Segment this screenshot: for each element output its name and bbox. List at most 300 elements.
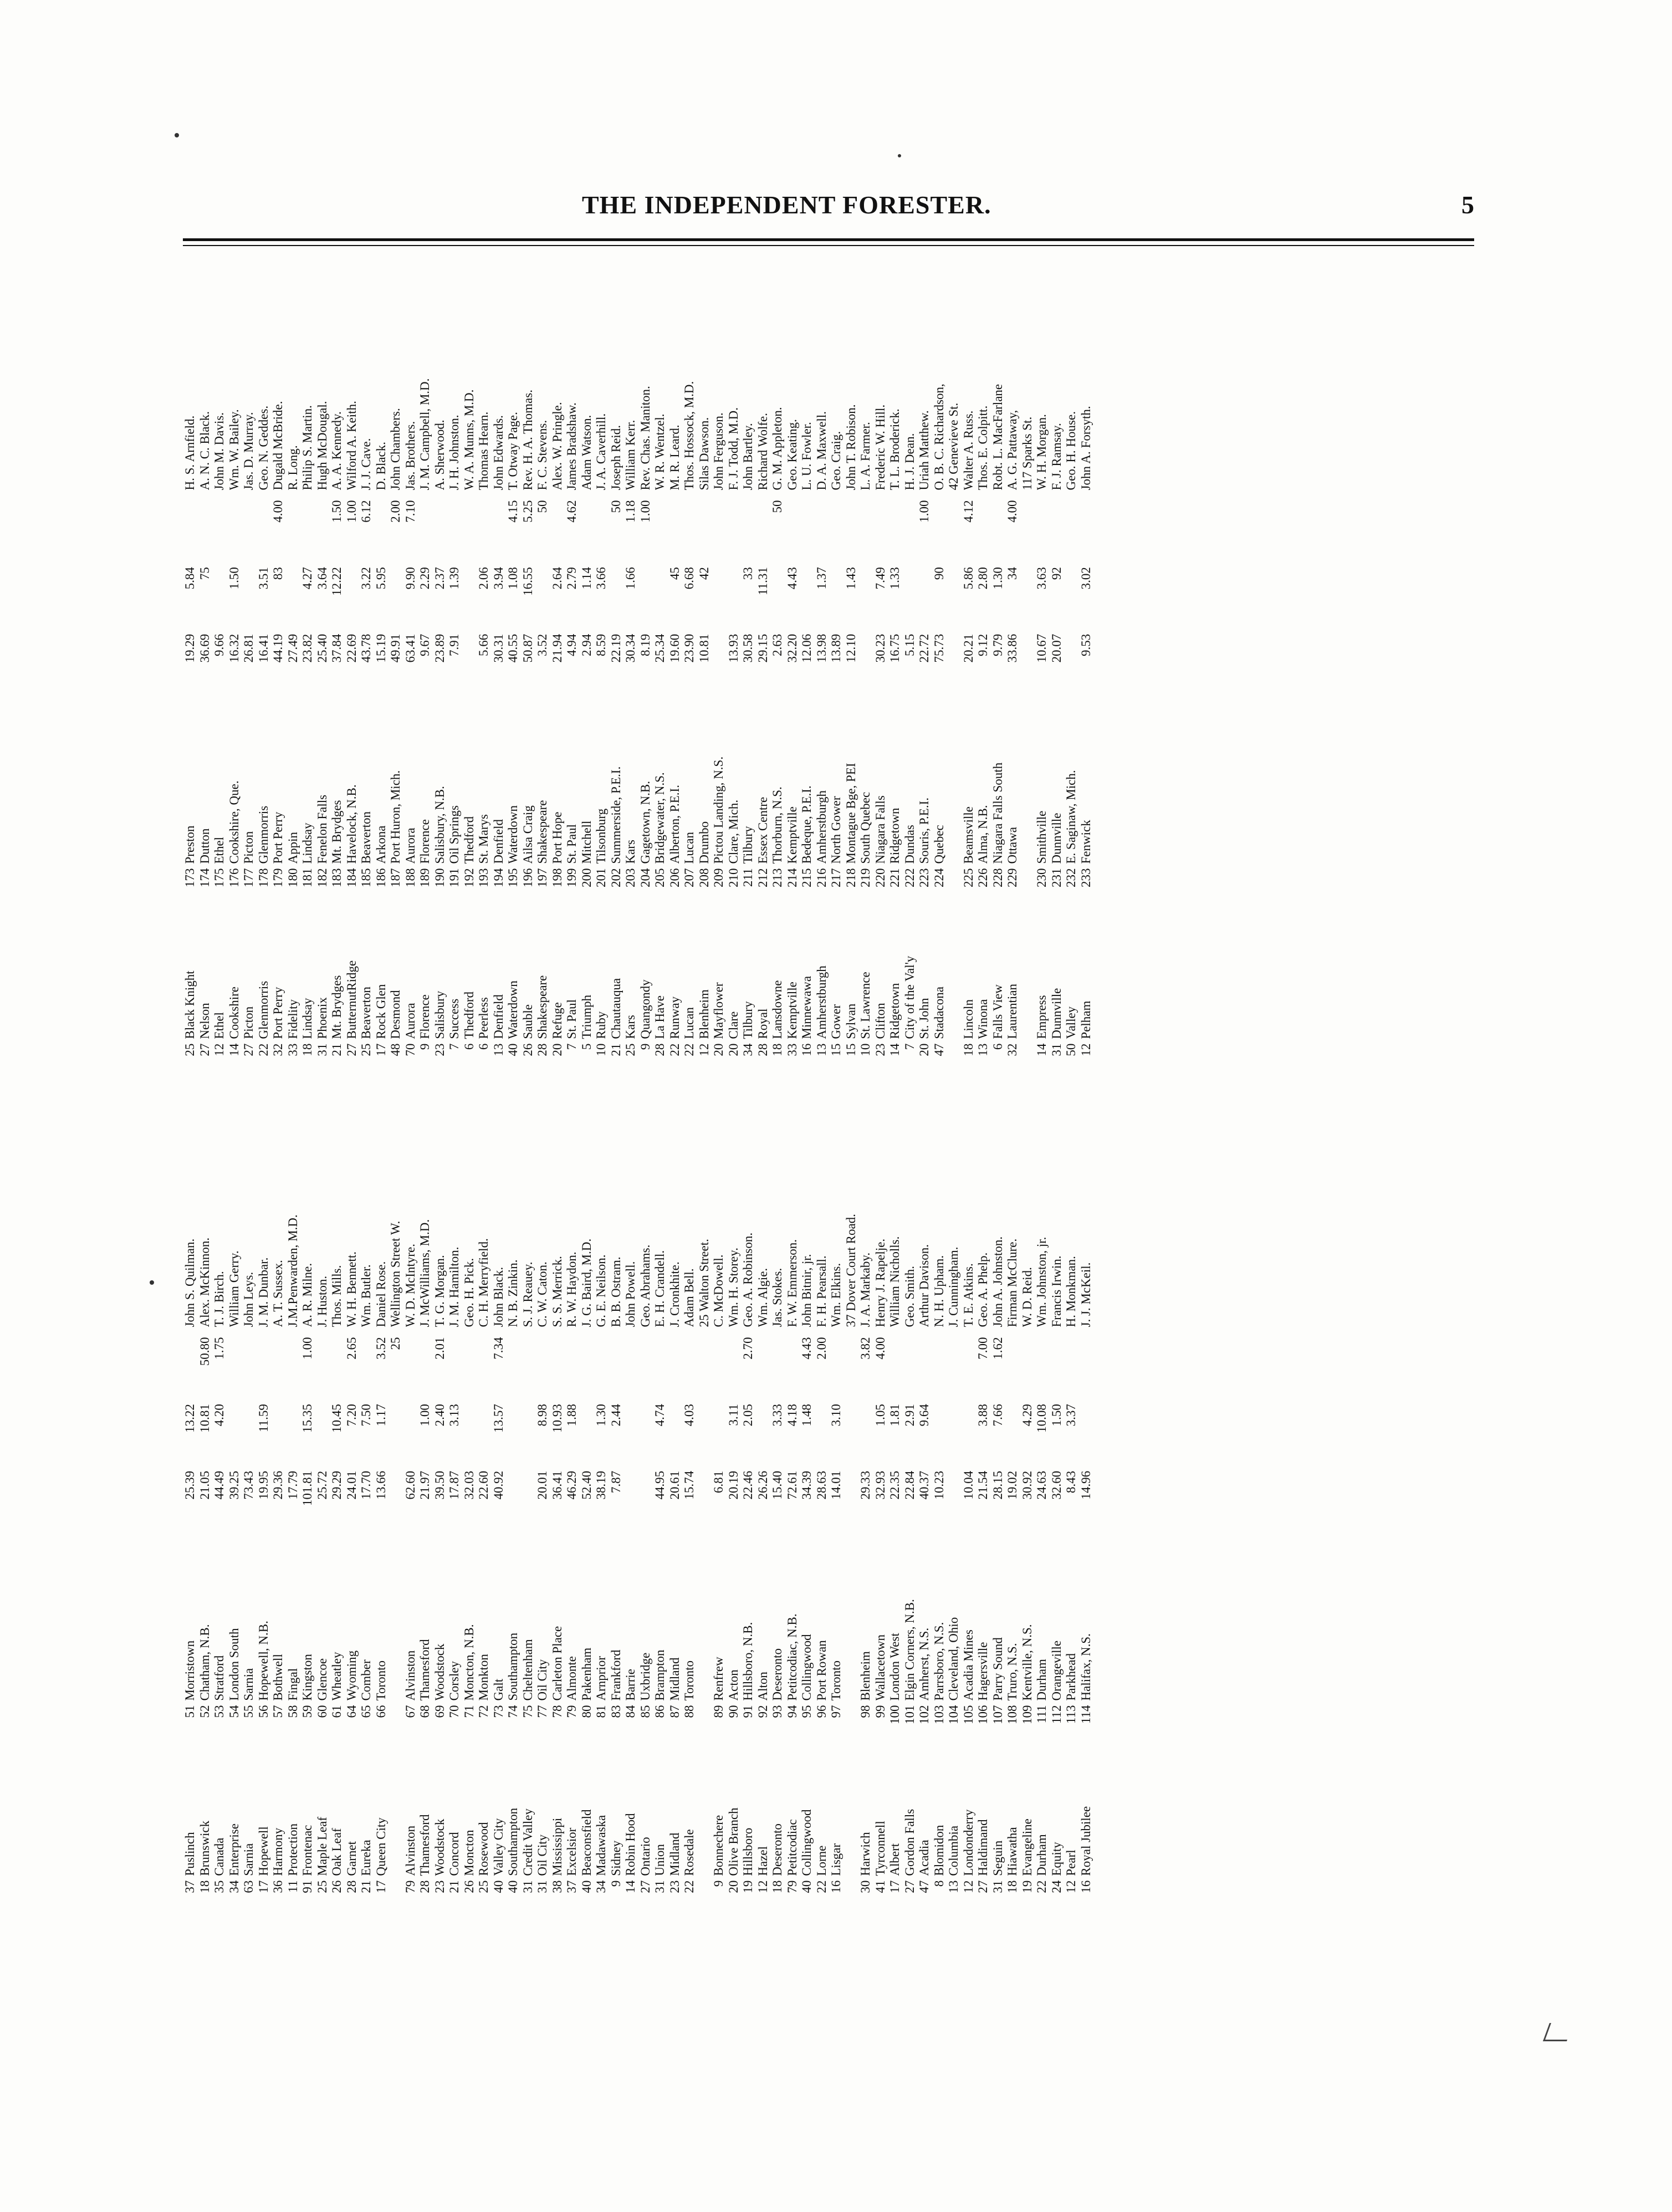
secretary-name: A. R. Milne. (300, 1263, 314, 1327)
amount-2: 42 (697, 567, 711, 580)
amount-1: 10.81 (697, 634, 711, 663)
amount-1: 24.63 (1035, 1470, 1049, 1500)
amount-2: 90 (932, 567, 946, 580)
lodge-name: Collingwood (800, 1809, 814, 1876)
court-number: 100 (888, 1705, 902, 1724)
table-row (492, 249, 507, 1070)
amount-1: 9.67 (418, 634, 432, 656)
lodge-name: Brunswick (197, 1820, 212, 1876)
amount-1: 9.53 (1078, 634, 1093, 656)
lodge-name: Triumph (579, 994, 594, 1039)
court-location: Petitcodiac, N.B. (785, 1613, 799, 1701)
amount-2: 4.27 (300, 567, 314, 590)
court-location: Thedford (462, 816, 476, 864)
lodge-number: 70 (403, 1043, 417, 1056)
court-location: Ridgetown (888, 808, 902, 864)
lodge-name: Lorne (814, 1845, 829, 1876)
amount-2: 33 (741, 567, 755, 580)
secretary-name: Adam Watson. (579, 415, 594, 491)
secretary-name: John Black. (491, 1266, 505, 1327)
lodge-name: Gower (829, 1004, 843, 1039)
amount-3: 5.25 (520, 500, 535, 523)
secretary-name: Thomas Hearn. (477, 411, 490, 491)
amount-3: 7.10 (403, 500, 417, 523)
lodge-number: 23 (432, 1880, 447, 1893)
table-left-half (183, 1086, 1474, 1907)
court-number: 71 (462, 1705, 476, 1718)
amount-1: 23.89 (432, 634, 447, 663)
amount-1: 36.41 (550, 1470, 564, 1500)
court-location: Aurora (403, 827, 417, 864)
lodge-number: 79 (785, 1880, 799, 1893)
amount-1: 32.20 (785, 634, 799, 663)
lodge-name: Shakespeare (535, 975, 549, 1039)
amount-1: 72.61 (785, 1470, 799, 1500)
court-location: Alton (755, 1672, 770, 1701)
court-location: Orangeville (1049, 1640, 1063, 1701)
lodge-name: Ruby (594, 1011, 608, 1039)
court-number: 80 (579, 1705, 594, 1718)
lodge-name: ButternutRidge (344, 960, 359, 1039)
lodge-name: Haldimand (976, 1819, 990, 1876)
secretary-name: Dugald McBride. (271, 401, 285, 491)
amount-1: 34.39 (800, 1470, 814, 1500)
amount-1: 75.73 (932, 634, 946, 663)
secretary-name: F. C. Stevens. (535, 420, 549, 491)
court-number: 87 (667, 1705, 682, 1718)
secretary-name: Jas. Stokes. (770, 1268, 784, 1327)
court-number: 180 (285, 868, 300, 887)
court-location: St. Marys (477, 814, 490, 864)
court-location: Arnprior (594, 1656, 608, 1701)
amount-1: 10.23 (932, 1470, 946, 1500)
court-location: Durham (1035, 1659, 1049, 1701)
court-number: 197 (535, 868, 549, 887)
amount-1: 52.40 (579, 1470, 594, 1500)
lodge-number: 22 (256, 1043, 270, 1056)
court-location: Blenheim (858, 1651, 872, 1701)
amount-2: 3.94 (491, 567, 505, 590)
court-location: Kentville, N.S. (1020, 1624, 1034, 1701)
amount-2: 1.50 (1049, 1404, 1063, 1427)
amount-2: 11.31 (755, 567, 770, 596)
lodge-number: 27 (344, 1043, 359, 1056)
table-row (212, 249, 227, 1070)
table-row (815, 1086, 830, 1907)
lodge-number: 13 (947, 1880, 960, 1893)
table-row (462, 1086, 477, 1907)
lodge-name: City of the Val'y (902, 956, 917, 1039)
lodge-name: Nelson (197, 1003, 212, 1039)
lodge-name: Black Knight (183, 970, 197, 1039)
amount-1: 44.19 (271, 634, 285, 663)
table-row (433, 249, 448, 1070)
table-row (1005, 249, 1020, 1070)
court-number: 200 (579, 868, 594, 887)
secretary-name: Daniel Rose. (374, 1261, 388, 1327)
court-number: 92 (755, 1705, 770, 1718)
table-row (947, 1086, 962, 1907)
table-row (315, 249, 330, 1070)
court-location: Appin (285, 832, 300, 864)
lodge-number: 12 (1078, 1043, 1093, 1056)
court-number: 221 (888, 868, 902, 887)
court-location: Picton (242, 831, 255, 864)
lodge-number: 22 (1035, 1880, 1049, 1893)
lodge-name: Queen City (374, 1817, 388, 1876)
amount-2: 5.84 (183, 567, 197, 590)
court-number: 101 (902, 1705, 917, 1724)
table-row (668, 249, 683, 1070)
lodge-name: Empress (1035, 995, 1049, 1039)
secretary-name: Thos. Mills. (330, 1265, 344, 1327)
lodge-name: Sarnia (242, 1843, 255, 1876)
table-row (1020, 1086, 1035, 1907)
amount-1: 25.39 (183, 1470, 197, 1500)
table-row (330, 1086, 345, 1907)
lodge-name: Beaconsfield (579, 1809, 594, 1876)
court-number: 213 (770, 868, 784, 887)
court-number: 114 (1078, 1705, 1093, 1724)
court-location: Quebec (932, 825, 946, 864)
court-number: 217 (829, 868, 843, 887)
amount-1: 28.15 (990, 1470, 1005, 1500)
lodge-number: 12 (755, 1880, 770, 1893)
lodge-number: 27 (638, 1880, 652, 1893)
amount-2: 83 (271, 567, 285, 580)
amount-1: 13.66 (374, 1470, 388, 1500)
secretary-name: Thos. Hossock, M.D. (682, 381, 696, 491)
court-location: London South (227, 1628, 241, 1701)
court-location: Beaverton (359, 811, 373, 864)
court-number: 66 (374, 1705, 388, 1718)
court-number: 83 (609, 1705, 623, 1718)
lodge-name: Madawaska (594, 1815, 608, 1876)
court-location: Thamesford (418, 1639, 432, 1701)
amount-1: 40.37 (917, 1470, 931, 1500)
court-number: 179 (271, 868, 285, 887)
court-number: 196 (520, 868, 535, 887)
court-number: 78 (550, 1705, 564, 1718)
court-location: Hillsboro, N.B. (741, 1622, 755, 1701)
lodge-name: Acadia (917, 1840, 931, 1876)
lodge-name: Salisbury (432, 990, 447, 1039)
lodge-number: 14 (1035, 1043, 1049, 1056)
secretary-name: Joseph Reid. (609, 425, 623, 491)
lodge-number: 6 (990, 1043, 1005, 1050)
court-location: Toronto (829, 1661, 843, 1701)
secretary-name: Wm. Butler. (359, 1264, 373, 1327)
secretary-name: Wm. H. Storey. (726, 1247, 740, 1327)
secretary-name: Robt. L. MacFarlane (990, 384, 1005, 491)
amount-1: 22.46 (741, 1470, 755, 1500)
secretary-name: 42 Genevieve St. (947, 402, 960, 491)
table-row (388, 1086, 403, 1907)
secretary-name: J. M. Dunbar. (256, 1257, 270, 1327)
lodge-number: 32 (1005, 1043, 1019, 1056)
court-number: 186 (374, 868, 388, 887)
lodge-name: Success (447, 998, 461, 1039)
amount-1: 19.60 (667, 634, 682, 663)
amount-1: 19.29 (183, 634, 197, 663)
court-number: 215 (800, 868, 814, 887)
secretary-name: John T. Robison. (843, 404, 858, 491)
court-number: 93 (770, 1705, 784, 1718)
lodge-number: 14 (227, 1043, 241, 1056)
court-number: 201 (594, 868, 608, 887)
lodge-name: Enterprise (227, 1823, 241, 1876)
secretary-name: Richard Wolfe. (755, 412, 770, 491)
amount-1: 21.05 (197, 1470, 212, 1500)
court-number: 233 (1078, 868, 1093, 887)
table-row (286, 1086, 301, 1907)
court-location: Port Rowan (814, 1640, 829, 1701)
amount-1: 20.19 (726, 1470, 740, 1500)
table-row (1020, 249, 1035, 1070)
lodge-name: Valley City (491, 1818, 505, 1876)
court-location: Waterdown (506, 805, 520, 864)
amount-1: 21.94 (550, 634, 564, 663)
lodge-number: 14 (888, 1043, 902, 1056)
amount-1: 62.60 (403, 1470, 417, 1500)
lodge-name: Tilbury (741, 1001, 755, 1039)
lodge-name: Hillsboro (741, 1827, 755, 1876)
lodge-name: Ontario (638, 1837, 652, 1876)
lodge-name: St. John (917, 998, 931, 1039)
amount-1: 33.86 (1005, 634, 1019, 663)
amount-2: 10.45 (330, 1404, 344, 1433)
court-location: Souris, P.E.I. (917, 798, 931, 864)
lodge-name: Ridgetown (888, 983, 902, 1039)
court-number: 105 (961, 1705, 975, 1724)
court-location: Ottawa (1005, 827, 1019, 864)
lodge-name: Lindsay (300, 998, 314, 1039)
lodge-name: Stadacona (932, 987, 946, 1039)
court-location: Port Hope (550, 811, 564, 864)
amount-3: 2.65 (344, 1337, 359, 1360)
amount-2: 2.64 (550, 567, 564, 590)
lodge-name: Port Perry (271, 987, 285, 1039)
court-location: Morristown (183, 1640, 197, 1701)
lodge-number: 13 (814, 1043, 829, 1056)
court-location: Galt (491, 1678, 505, 1701)
court-location: Acton (726, 1669, 740, 1701)
secretary-name: Adam Bell. (682, 1268, 696, 1327)
table-row (947, 249, 962, 1070)
table-row (257, 1086, 272, 1907)
court-location: Alvinston (403, 1650, 417, 1701)
court-number: 183 (330, 868, 344, 887)
amount-1: 5.15 (902, 634, 917, 656)
table-right-half (183, 249, 1474, 1070)
court-number: 109 (1020, 1705, 1034, 1724)
secretary-name: Geo. Craig. (829, 431, 843, 491)
lodge-name: Maple Leaf (315, 1816, 329, 1876)
amount-3: 7.34 (491, 1337, 505, 1360)
lodge-number: 9 (638, 1043, 652, 1050)
court-number: 191 (447, 868, 461, 887)
rotated-table (183, 249, 1474, 1907)
lodge-name: Pearl (1064, 1850, 1078, 1876)
court-location: Dundas (902, 825, 917, 864)
amount-1: 15.40 (770, 1470, 784, 1500)
table-row (359, 249, 374, 1070)
secretary-name: Wm. Algie. (755, 1268, 770, 1327)
secretary-name: W. H. Bennett. (344, 1251, 359, 1327)
court-location: Moncton, N.B. (462, 1624, 476, 1701)
lodge-number: 7 (447, 1043, 461, 1050)
secretary-name: Wilford A. Keith. (344, 401, 359, 491)
lodge-name: Concord (447, 1832, 461, 1876)
lodge-name: Columbia (947, 1825, 960, 1876)
amount-2: 15.35 (300, 1404, 314, 1433)
secretary-name: D. Black. (374, 441, 388, 491)
lodge-number: 26 (520, 1043, 535, 1056)
court-location: Niagara Falls (873, 795, 887, 864)
lodge-number: 31 (315, 1043, 329, 1056)
amount-1: 17.79 (285, 1470, 300, 1500)
court-location: Ethel (212, 836, 226, 864)
lodge-name: Clifton (873, 1003, 887, 1039)
lodge-number: 41 (873, 1880, 887, 1893)
amount-1: 73.43 (242, 1470, 255, 1500)
amount-3: 1.00 (917, 500, 931, 523)
court-location: Arkona (374, 825, 388, 864)
lodge-number: 16 (800, 1043, 814, 1056)
amount-2: 1.37 (814, 567, 829, 590)
court-location: Kemptville (785, 806, 799, 864)
amount-2: 13.57 (491, 1404, 505, 1433)
table-row (653, 1086, 668, 1907)
secretary-name: Francis Irwin. (1049, 1255, 1063, 1327)
amount-2: 2.37 (432, 567, 447, 590)
secretary-name: B. B. Ostram. (609, 1256, 623, 1327)
secretary-name: T. L. Broderick. (888, 408, 902, 491)
table-row (374, 249, 389, 1070)
amount-2: 1.48 (800, 1404, 814, 1427)
table-row (300, 249, 315, 1070)
court-number: 52 (197, 1705, 212, 1718)
amount-1: 30.23 (873, 634, 887, 663)
table-row (506, 1086, 521, 1907)
lodge-name: Deseronto (770, 1823, 784, 1876)
amount-2: 3.11 (726, 1404, 740, 1426)
secretary-name: F. H. Pearsall. (814, 1255, 829, 1327)
amount-1: 16.32 (227, 634, 241, 663)
amount-2: 4.29 (1020, 1404, 1034, 1427)
court-number: 81 (594, 1705, 608, 1718)
lodge-name: Amherstburgh (814, 965, 829, 1039)
table-row (727, 249, 742, 1070)
court-number: 59 (300, 1705, 314, 1718)
court-number: 104 (947, 1705, 960, 1724)
amount-1: 22.19 (609, 634, 623, 663)
page-title: THE INDEPENDENT FORESTER. (582, 191, 991, 219)
secretary-name: Geo. A. Phelp. (976, 1252, 990, 1327)
secretary-name: S. J. Reauey. (520, 1261, 535, 1327)
amount-1: 15.19 (374, 634, 388, 663)
lodge-name: St. Lawrence (858, 972, 872, 1039)
lodge-number: 22 (682, 1880, 696, 1893)
lodge-name: Hiawatha (1005, 1827, 1019, 1876)
secretary-name: James Bradshaw. (565, 402, 579, 491)
lodge-number: 21 (330, 1043, 344, 1056)
court-number: 56 (256, 1705, 270, 1718)
court-number: 72 (477, 1705, 490, 1718)
amount-1: 20.07 (1049, 634, 1063, 663)
amount-1: 17.70 (359, 1470, 373, 1500)
court-location: Renfrew (712, 1657, 725, 1701)
secretary-name: G. M. Appleton. (770, 407, 784, 491)
table-row (300, 1086, 315, 1907)
lodge-number: 6 (462, 1043, 476, 1050)
amount-1: 25.40 (315, 634, 329, 663)
court-number: 178 (256, 868, 270, 887)
lodge-number: 12 (1064, 1880, 1078, 1893)
secretary-name: John M. Davis. (212, 412, 226, 491)
court-location: Kingston (300, 1654, 314, 1701)
court-number: 64 (344, 1705, 359, 1718)
court-location: Gagetown, N.B. (638, 781, 652, 864)
secretary-name: W. H. Morgan. (1035, 414, 1049, 491)
table-row (991, 249, 1006, 1070)
secretary-name: C. W. Caton. (535, 1261, 549, 1327)
court-number: 212 (755, 868, 770, 887)
lodge-name: Hopewell (256, 1826, 270, 1876)
court-number: 202 (609, 868, 623, 887)
secretary-name: Philip S. Martin. (300, 405, 314, 491)
table-row (697, 1086, 712, 1907)
amount-1: 22.84 (902, 1470, 917, 1500)
table-row (1079, 249, 1094, 1070)
table-row (858, 249, 873, 1070)
amount-1: 3.52 (535, 634, 549, 656)
table-row (991, 1086, 1006, 1907)
lodge-number: 15 (829, 1043, 843, 1056)
amount-2: 13.22 (183, 1404, 197, 1433)
amount-1: 7.91 (447, 634, 461, 656)
amount-2: 1.50 (227, 567, 241, 590)
table-row (903, 249, 918, 1070)
table-row (550, 1086, 565, 1907)
table-row (770, 249, 785, 1070)
lodge-number: 17 (888, 1880, 902, 1893)
court-location: Amherst, N.S. (917, 1627, 931, 1701)
court-location: Denfield (491, 819, 505, 864)
amount-1: 8.59 (594, 634, 608, 656)
court-number: 112 (1049, 1705, 1063, 1724)
court-location: Comber (359, 1659, 373, 1701)
court-number: 188 (403, 868, 417, 887)
amount-2: 6.68 (682, 567, 696, 590)
amount-1: 5.66 (477, 634, 490, 656)
amount-1: 44.95 (653, 1470, 667, 1500)
secretary-name: Jas. D. Murray. (242, 412, 255, 491)
lodge-name: Equity (1049, 1842, 1063, 1876)
amount-2: 3.51 (256, 567, 270, 590)
court-location: Brampton (653, 1649, 667, 1701)
table-row (242, 249, 257, 1070)
court-number: 65 (359, 1705, 373, 1718)
table-row (888, 249, 903, 1070)
lodge-number: 18 (1005, 1880, 1019, 1893)
amount-2: 3.22 (359, 567, 373, 590)
lodge-name: Pelham (1078, 1000, 1093, 1039)
court-location: Florence (418, 819, 432, 864)
lodge-name: Valley (1064, 1006, 1078, 1039)
court-number: 107 (990, 1705, 1005, 1724)
lodge-number: 28 (755, 1043, 770, 1056)
